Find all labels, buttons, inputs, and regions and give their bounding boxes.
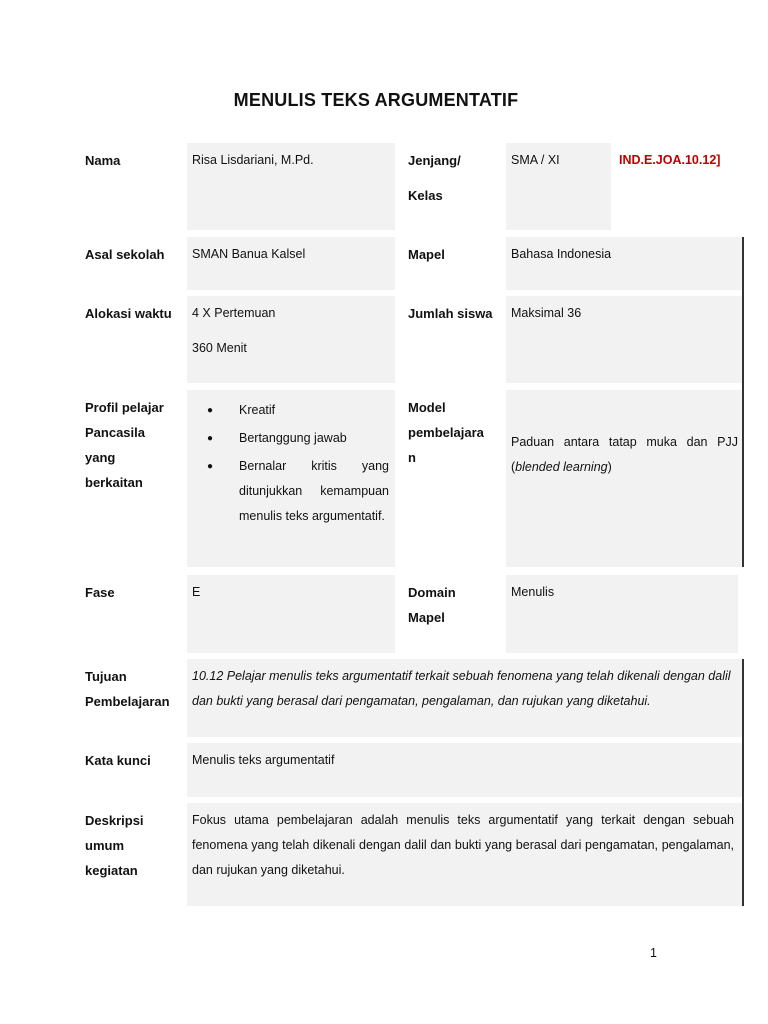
- label-tujuan-line1: Tujuan: [85, 669, 127, 684]
- label-model-line1: Model: [408, 400, 446, 415]
- value-cell-profil-pelajar: [187, 390, 395, 567]
- value-cell-domain-mapel: [506, 575, 738, 653]
- label-jenjang-line1: Jenjang/: [408, 153, 461, 168]
- label-kata-kunci: Kata kunci: [85, 753, 151, 768]
- label-profil-line3: yang: [85, 450, 116, 465]
- list-item: ● Kreatif: [187, 398, 389, 423]
- value-alokasi-line2: 360 Menit: [192, 341, 247, 355]
- label-deskripsi-line3: kegiatan: [85, 863, 138, 878]
- label-model-line3: n: [408, 450, 416, 465]
- value-cell-alokasi-waktu: [187, 296, 395, 383]
- label-model-line2: pembelajara: [408, 425, 484, 440]
- label-nama: Nama: [85, 153, 121, 168]
- value-model-pembelajaran: Paduan antara tatap muka dan PJJ (blended learning): [511, 435, 738, 474]
- label-domain-line1: Domain: [408, 585, 456, 600]
- label-mapel: Mapel: [408, 247, 445, 262]
- label-model-pembelajaran: [408, 395, 484, 470]
- indicator-code: IND.E.JOA.10.12]: [619, 153, 721, 167]
- value-cell-tujuan-pembelajaran: [187, 659, 742, 737]
- value-alokasi-line1: 4 X Pertemuan: [192, 306, 276, 320]
- label-profil-line2: Pancasila: [85, 425, 145, 440]
- value-nama: Risa Lisdariani, M.Pd.: [192, 153, 314, 167]
- value-mapel: Bahasa Indonesia: [511, 247, 612, 261]
- bullet-icon: ●: [207, 433, 214, 444]
- label-alokasi-waktu: Alokasi waktu: [85, 306, 172, 321]
- table-right-border-lower: [742, 659, 744, 906]
- page-title: MENULIS TEKS ARGUMENTATIF: [233, 90, 519, 110]
- label-deskripsi-line1: Deskripsi: [85, 813, 144, 828]
- value-cell-jenjang: [506, 143, 611, 230]
- label-deskripsi-umum-kegiatan: [85, 808, 144, 883]
- table-right-border: [742, 237, 744, 567]
- value-cell-model-pembelajaran: [506, 390, 742, 567]
- label-profil-line4: berkaitan: [85, 475, 143, 490]
- value-cell-mapel: [506, 237, 742, 290]
- bullet-icon: ●: [207, 405, 214, 416]
- value-tujuan-pembelajaran: 10.12 Pelajar menulis teks argumentatif terkait sebuah fenomena yang telah dikenali dengan dalil dan bukti yang berasal dari pengamatan, pengalaman, dan rujukan yang diketahui.: [192, 669, 731, 708]
- value-cell-deskripsi-umum-kegiatan: [187, 803, 742, 906]
- list-item: ● Bernalar kritis yang ditunjukkan kemampuan menulis teks argumentatif.: [187, 454, 389, 529]
- label-domain-line2: Mapel: [408, 610, 445, 625]
- value-jenjang: SMA / XI: [511, 153, 560, 167]
- value-asal-sekolah: SMAN Banua Kalsel: [192, 247, 306, 261]
- label-jumlah-siswa: Jumlah siswa: [408, 306, 493, 321]
- label-domain-mapel: [408, 580, 456, 630]
- label-jenjang: [408, 148, 461, 208]
- label-profil-pelajar: [85, 395, 164, 495]
- label-profil-line1: Profil pelajar: [85, 400, 164, 415]
- value-deskripsi-umum-kegiatan: Fokus utama pembelajaran adalah menulis teks argumentatif yang terkait dengan sebuah fenomena yang telah dikenali dengan dalil dan bukti yang berasal dari pengamatan, pengalaman, dan rujukan yang diketahui.: [192, 813, 734, 877]
- profil-list: [187, 398, 389, 529]
- label-deskripsi-line2: umum: [85, 838, 124, 853]
- value-cell-jumlah-siswa: [506, 296, 742, 383]
- value-kata-kunci: Menulis teks argumentatif: [192, 753, 335, 767]
- page-number: 1: [650, 946, 657, 960]
- value-domain-mapel: Menulis: [511, 585, 555, 599]
- label-asal-sekolah: Asal sekolah: [85, 247, 165, 262]
- value-cell-nama: [187, 143, 395, 230]
- label-tujuan-pembelajaran: [85, 664, 170, 714]
- value-cell-asal-sekolah: [187, 237, 395, 290]
- bullet-icon: ●: [207, 461, 214, 472]
- value-jumlah-siswa: Maksimal 36: [511, 306, 582, 320]
- label-tujuan-line2: Pembelajaran: [85, 694, 170, 709]
- label-jenjang-line2: Kelas: [408, 188, 443, 203]
- value-cell-fase: [187, 575, 395, 653]
- label-fase: Fase: [85, 585, 115, 600]
- list-item: ● Bertanggung jawab: [187, 426, 389, 451]
- value-cell-kata-kunci: [187, 743, 742, 797]
- value-fase: E: [192, 585, 201, 599]
